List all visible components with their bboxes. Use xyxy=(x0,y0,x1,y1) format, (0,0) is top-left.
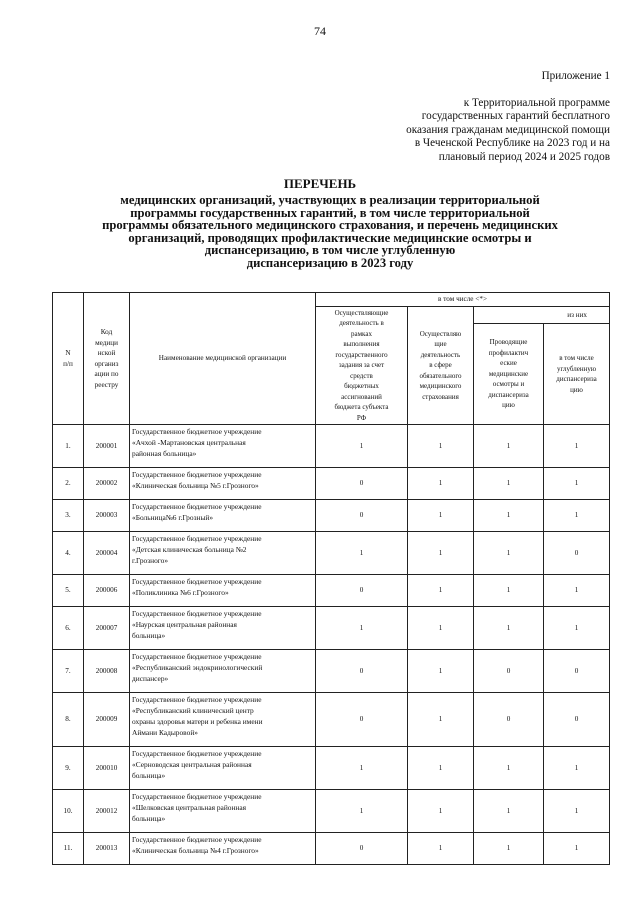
row-num: 3. xyxy=(53,500,84,532)
row-oms: 1 xyxy=(408,790,474,833)
appendix-line: оказания гражданам медицинской помощи xyxy=(406,123,610,136)
row-deep-dispensary: 1 xyxy=(544,747,610,790)
header-name: Наименование медицинской организации xyxy=(130,293,316,425)
row-deep-dispensary: 1 xyxy=(544,790,610,833)
row-num: 6. xyxy=(53,607,84,650)
row-checkups: 1 xyxy=(474,532,544,575)
row-num: 5. xyxy=(53,575,84,607)
subtitle-line: программы государственных гарантий, в том числе территориальной xyxy=(130,205,530,220)
row-oms: 1 xyxy=(408,500,474,532)
row-oms: 1 xyxy=(408,747,474,790)
document-heading: ПЕРЕЧЕНЬ xyxy=(283,176,357,191)
row-budget: 0 xyxy=(316,650,408,693)
row-num: 7. xyxy=(53,650,84,693)
row-code: 200012 xyxy=(84,790,130,833)
row-oms: 1 xyxy=(408,575,474,607)
row-name: Государственное бюджетное учреждение «Клиническая больница №5 г.Грозного» xyxy=(130,468,316,500)
table-row xyxy=(53,468,610,500)
appendix-line: государственных гарантий бесплатного xyxy=(421,110,610,122)
row-name: Государственное бюджетное учреждение «Поликлиника №6 г.Грозного» xyxy=(130,575,316,607)
table-row xyxy=(53,607,610,650)
row-oms: 1 xyxy=(408,650,474,693)
row-oms: 1 xyxy=(408,833,474,865)
row-code: 200006 xyxy=(84,575,130,607)
table-row xyxy=(53,650,610,693)
organizations-table xyxy=(52,292,610,865)
row-code: 200010 xyxy=(84,747,130,790)
row-oms: 1 xyxy=(408,607,474,650)
row-code: 200002 xyxy=(84,468,130,500)
row-checkups: 1 xyxy=(474,575,544,607)
appendix-block xyxy=(406,70,610,164)
header-oms: Осуществляю щие деятельность в сфере обязательного медицинского страхования xyxy=(408,306,474,425)
appendix-line: к Территориальной программе xyxy=(463,96,610,109)
row-budget: 1 xyxy=(316,532,408,575)
subtitle-line: организаций, проводящих профилактические медицинские осмотры и xyxy=(128,230,532,245)
row-name: Государственное бюджетное учреждение «Республиканский эндокринологический диспансер» xyxy=(130,650,316,693)
row-code: 200003 xyxy=(84,500,130,532)
table-row xyxy=(53,425,610,468)
row-code: 200004 xyxy=(84,532,130,575)
row-name: Государственное бюджетное учреждение «Клиническая больница №4 г.Грозного» xyxy=(130,833,316,865)
row-checkups: 1 xyxy=(474,747,544,790)
row-oms: 1 xyxy=(408,468,474,500)
row-num: 4. xyxy=(53,532,84,575)
header-checkups: Проводящие профилактич еские медицинские осмотры и диспансериза цию xyxy=(474,324,544,425)
row-num: 8. xyxy=(53,693,84,747)
row-budget: 1 xyxy=(316,607,408,650)
row-checkups: 1 xyxy=(474,425,544,468)
row-oms: 1 xyxy=(408,425,474,468)
page-number: 74 xyxy=(314,24,326,38)
row-checkups: 1 xyxy=(474,468,544,500)
appendix-title: Приложение 1 xyxy=(541,70,610,82)
table-row xyxy=(53,532,610,575)
header-subgroup: из них xyxy=(474,306,610,324)
row-checkups: 1 xyxy=(474,833,544,865)
subtitle-line: программы обязательного медицинского страхования, и перечень медицинских xyxy=(102,218,558,233)
table-row xyxy=(53,833,610,865)
appendix-line: в Чеченской Республике на 2023 год и на xyxy=(414,137,610,149)
row-code: 200013 xyxy=(84,833,130,865)
subtitle-line: диспансеризацию, в том числе углубленную xyxy=(204,243,456,258)
row-num: 11. xyxy=(53,833,84,865)
row-budget: 1 xyxy=(316,425,408,468)
row-name: Государственное бюджетное учреждение «Республиканский клинический центр охраны здоровья матери и ребенка имени Аймани Кадыровой» xyxy=(130,693,316,747)
table-row xyxy=(53,747,610,790)
row-budget: 1 xyxy=(316,747,408,790)
row-name: Государственное бюджетное учреждение «Серноводская центральная районная больница» xyxy=(130,747,316,790)
row-num: 10. xyxy=(53,790,84,833)
row-deep-dispensary: 0 xyxy=(544,693,610,747)
row-code: 200009 xyxy=(84,693,130,747)
row-budget: 0 xyxy=(316,693,408,747)
appendix-line: плановый период 2024 и 2025 годов xyxy=(438,150,610,163)
row-name: Государственное бюджетное учреждение «Детская клиническая больница №2 г.Грозного» xyxy=(130,532,316,575)
row-name: Государственное бюджетное учреждение «Ачхой -Мартановская центральная районная больница» xyxy=(130,425,316,468)
row-num: 1. xyxy=(53,425,84,468)
subtitle-line: медицинских организаций, участвующих в реализации территориальной xyxy=(120,193,540,207)
row-budget: 0 xyxy=(316,575,408,607)
table-row xyxy=(53,575,610,607)
row-code: 200007 xyxy=(84,607,130,650)
row-oms: 1 xyxy=(408,532,474,575)
row-code: 200001 xyxy=(84,425,130,468)
row-checkups: 0 xyxy=(474,693,544,747)
row-name: Государственное бюджетное учреждение «Наурская центральная районная больница» xyxy=(130,607,316,650)
row-deep-dispensary: 1 xyxy=(544,833,610,865)
row-oms: 1 xyxy=(408,693,474,747)
row-checkups: 1 xyxy=(474,500,544,532)
row-deep-dispensary: 0 xyxy=(544,532,610,575)
row-checkups: 0 xyxy=(474,650,544,693)
document-subtitle xyxy=(70,194,590,270)
row-deep-dispensary: 1 xyxy=(544,575,610,607)
table-row xyxy=(53,790,610,833)
row-code: 200008 xyxy=(84,650,130,693)
row-budget: 0 xyxy=(316,500,408,532)
row-checkups: 1 xyxy=(474,607,544,650)
row-name: Государственное бюджетное учреждение «Больница№6 г.Грозный» xyxy=(130,500,316,532)
table-body xyxy=(53,425,610,865)
row-num: 9. xyxy=(53,747,84,790)
table-row xyxy=(53,500,610,532)
table-row xyxy=(53,693,610,747)
header-deep-dispensary: в том числе углубленную диспансериза цию xyxy=(544,324,610,425)
row-budget: 1 xyxy=(316,790,408,833)
header-budget: Осуществляющие деятельность в рамках выполнения государственного задания за счет средств бюджетных ассигнований бюджета субъекта РФ xyxy=(316,306,408,425)
row-deep-dispensary: 1 xyxy=(544,468,610,500)
row-deep-dispensary: 0 xyxy=(544,650,610,693)
row-budget: 0 xyxy=(316,468,408,500)
row-deep-dispensary: 1 xyxy=(544,500,610,532)
row-num: 2. xyxy=(53,468,84,500)
row-deep-dispensary: 1 xyxy=(544,425,610,468)
header-num: N п/п xyxy=(53,293,84,425)
subtitle-line: диспансеризацию в 2023 году xyxy=(246,255,414,270)
row-name: Государственное бюджетное учреждение «Шелковская центральная районная больница» xyxy=(130,790,316,833)
row-deep-dispensary: 1 xyxy=(544,607,610,650)
table-header xyxy=(53,293,610,425)
row-budget: 0 xyxy=(316,833,408,865)
header-group: в том числе <*> xyxy=(316,293,610,307)
row-checkups: 1 xyxy=(474,790,544,833)
header-code: Код медици нской организ ации по реестру xyxy=(84,293,130,425)
